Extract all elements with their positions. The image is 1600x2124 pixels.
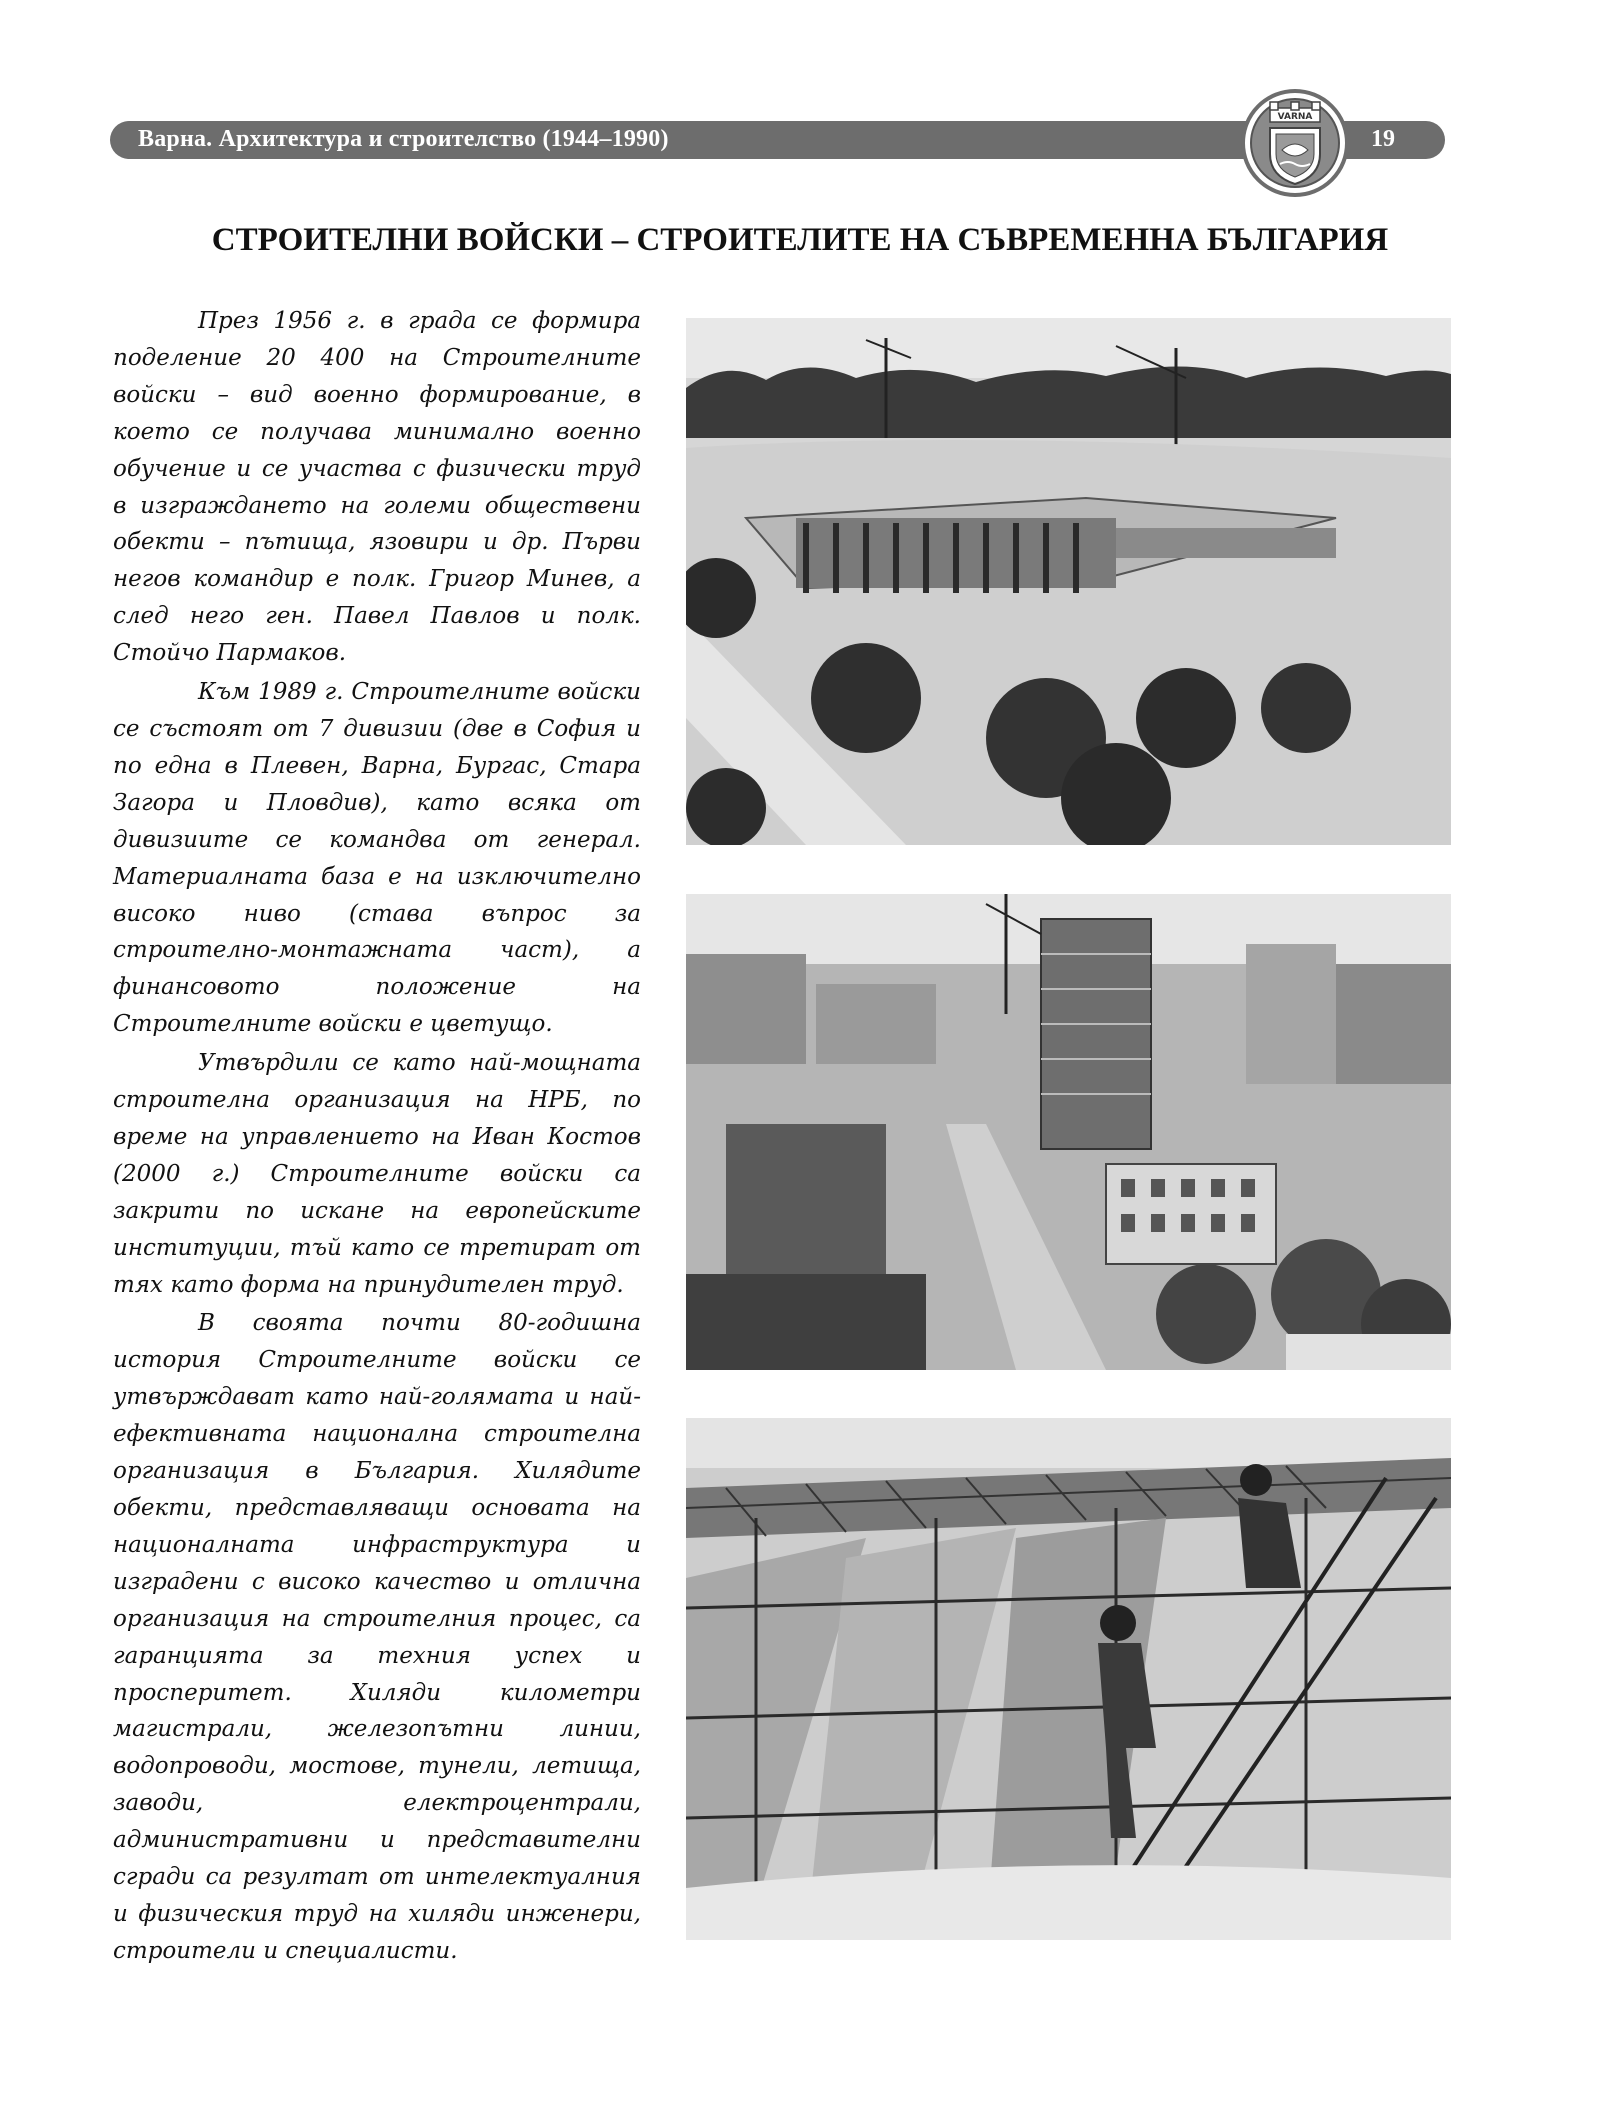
paragraph: В своята почти 80-годишна история Строителните войски се утвърждават като най-голямата и най-ефективната национална строителна организация в България. Хилядите обекти, представляващи основата на националната инфраструктура и изградени с високо качество и отлична организация на строителния процес, са гаранцията за техния успех и просперитет. Хиляди километри магистрали, железопътни линии, водопроводи, мостове, тунели, летища, заводи, електроцентрали, административни и представителни сгради са резултат от интелектуалния и физическия труд на хиляди инженери, строители и специалисти. bbox=[113, 1310, 641, 1964]
page-number: 19 bbox=[1371, 126, 1395, 152]
paragraph: Към 1989 г. Строителните войски се състоят от 7 дивизии (две в София и по една в Плевен, Варна, Бургас, Стара Загора и Пловдив), като всяка от дивизиите се командва от генерал. Материалната база е на изключително високо ниво (става въпрос за строително-монтажната част), а финансовото положение на Строителните войски е цветущо. bbox=[113, 679, 641, 1038]
paragraph: Утвърдили се като най-мощната строителна организация на НРБ, по време на управлението на Иван Костов (2000 г.) Строителните войски са закрити по искане на европейските институции, тъй като се третират от тях като форма на принудителен труд. bbox=[113, 1050, 641, 1298]
running-header-title: Варна. Архитектура и строителство (1944–1990) bbox=[138, 126, 669, 152]
varna-emblem-icon bbox=[1240, 88, 1350, 198]
photo-city-view bbox=[686, 894, 1451, 1370]
paragraph: През 1956 г. в града се формира поделение 20 400 на Строителните войски – вид военно формирование, в което се получава минимално военно обучение и се участва с физически труд в изграждането на големи обществени обекти – пътища, язовири и др. Първи негов командир е полк. Григор Минев, а след него ген. Павел Павлов и полк. Стойчо Пармаков. bbox=[113, 308, 641, 667]
photo-workers-scaffolding bbox=[686, 1418, 1451, 1940]
article-title: СТРОИТЕЛНИ ВОЙСКИ – СТРОИТЕЛИТЕ НА СЪВРЕМЕННА БЪЛГАРИЯ bbox=[211, 222, 1389, 258]
article-body bbox=[113, 303, 641, 1972]
photo-stadium-construction bbox=[686, 318, 1451, 845]
emblem-label: VARNA bbox=[1277, 112, 1313, 122]
